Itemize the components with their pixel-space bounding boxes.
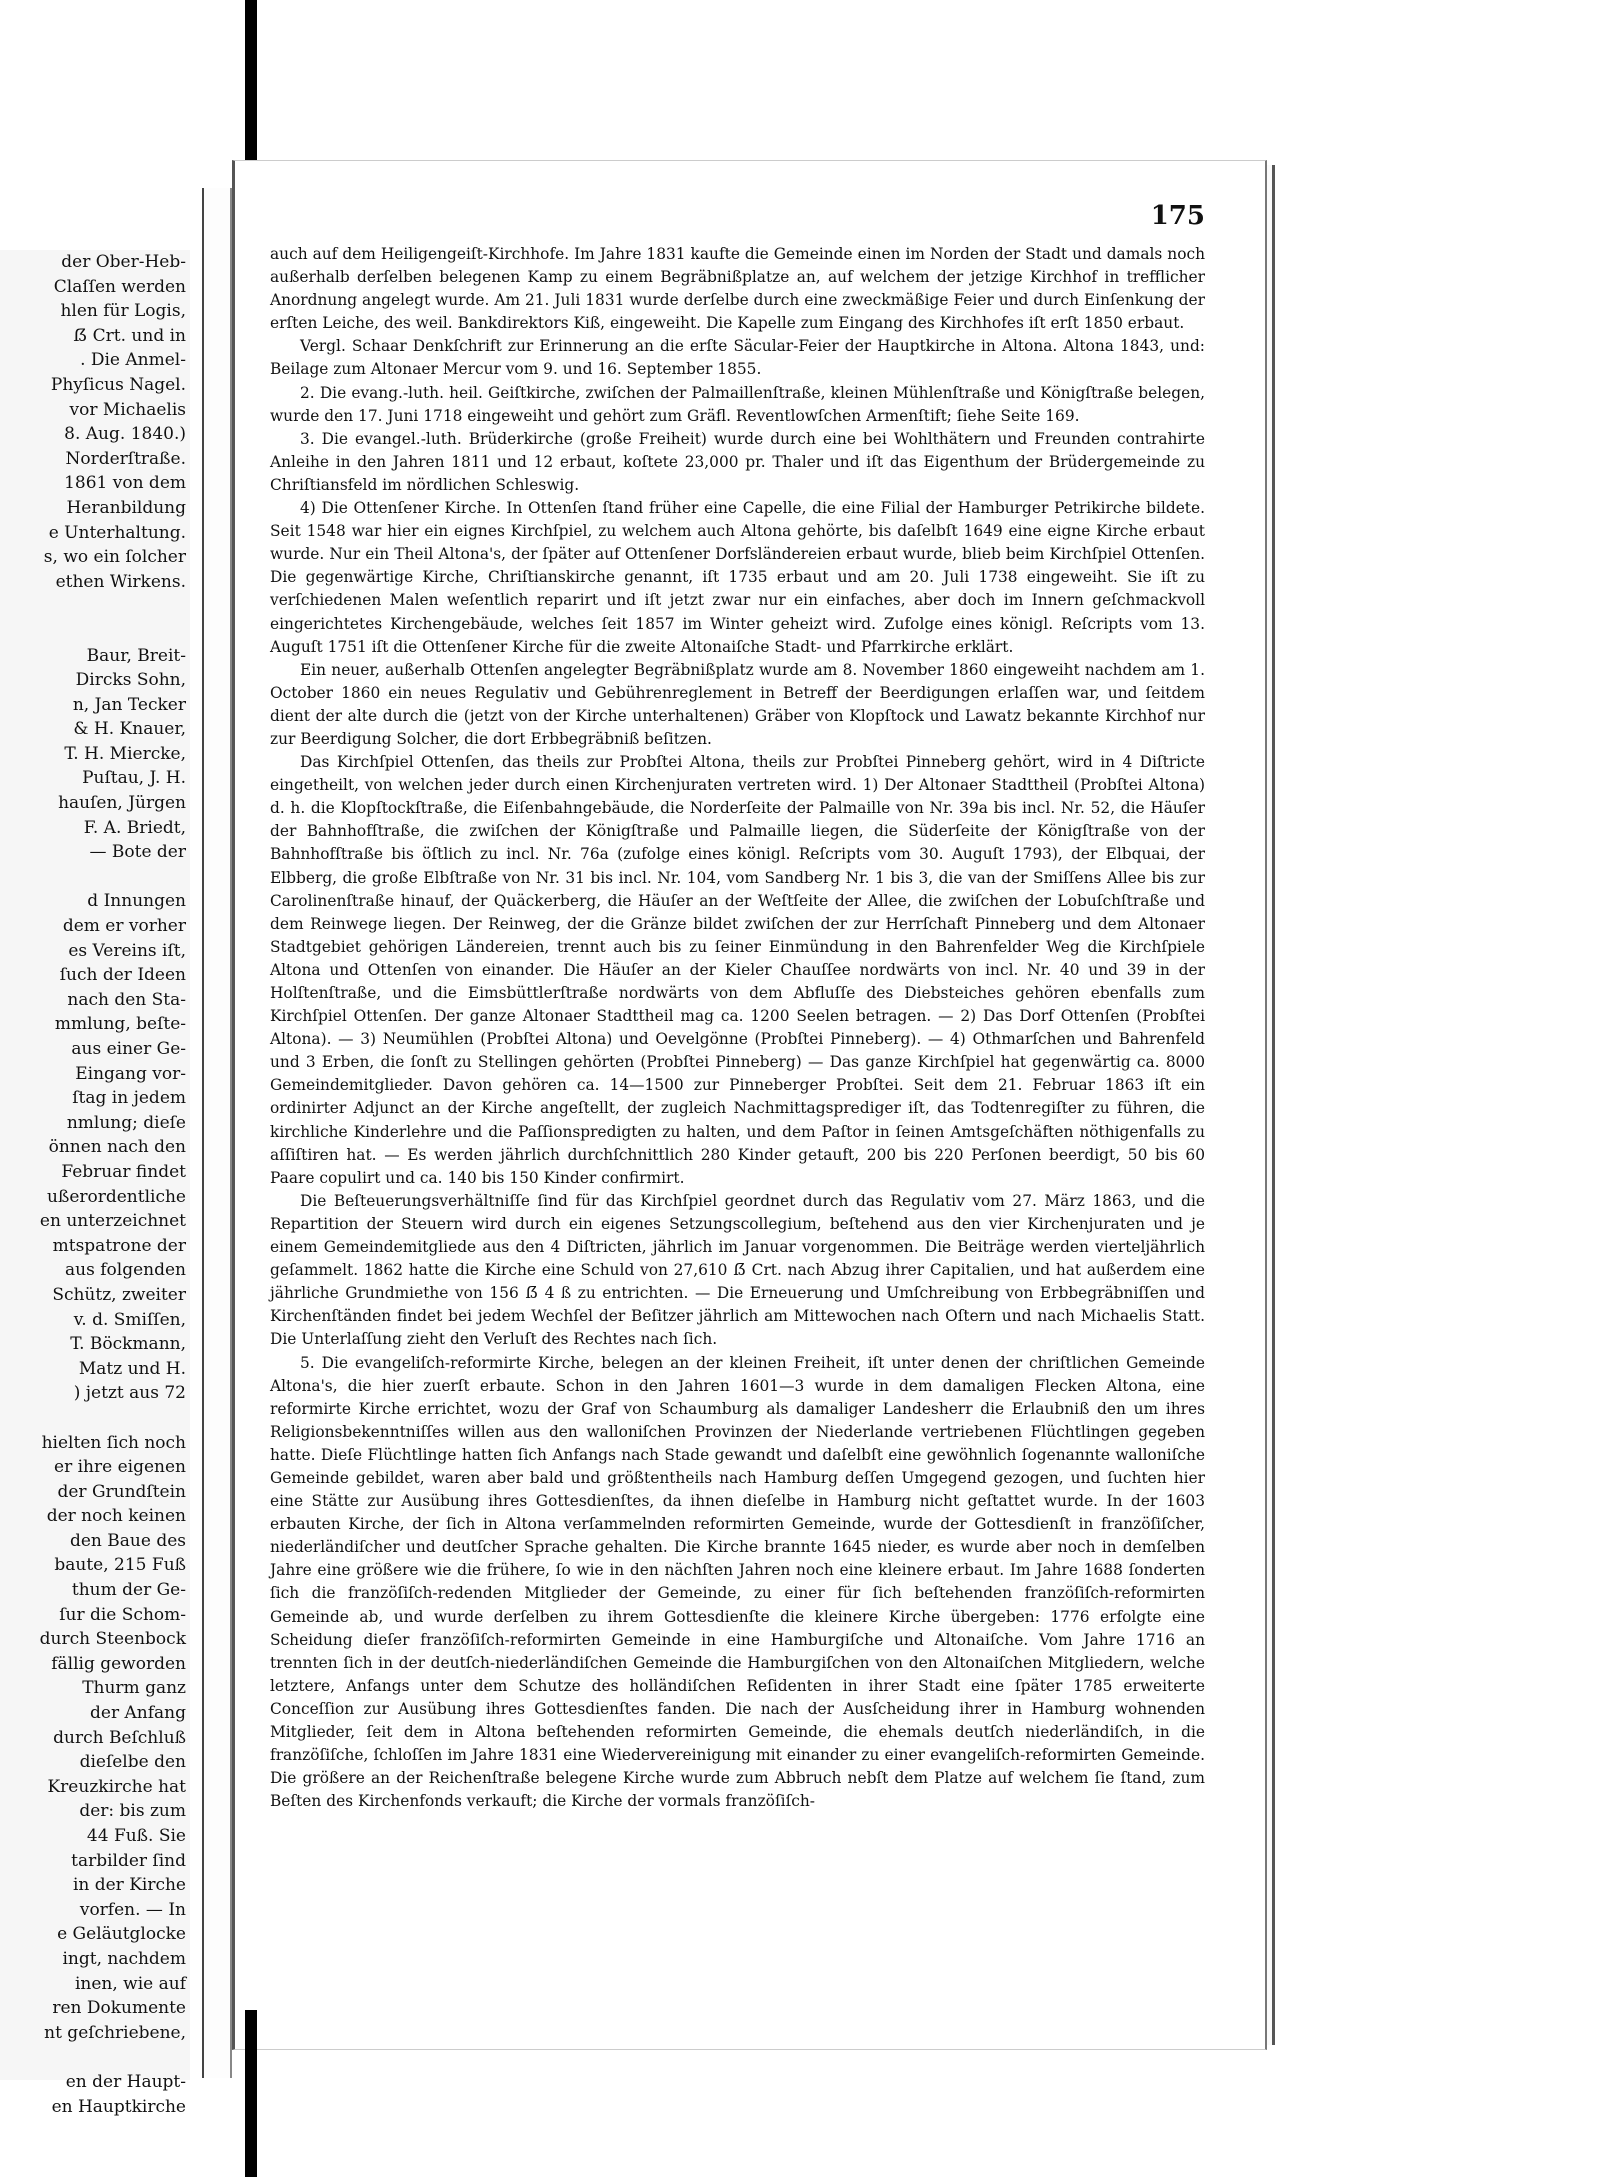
left-page-line: d Innungen: [87, 891, 186, 912]
left-page-line: vor Michaelis: [69, 399, 186, 420]
left-page-line: . Die Anmel-: [80, 350, 186, 371]
left-page-line: hlen für Logis,: [60, 301, 186, 322]
left-page-line: Dircks Sohn,: [75, 670, 186, 691]
left-page-line: ren Dokumente: [52, 1998, 186, 2019]
left-page-line: durch Beſchluß: [53, 1727, 186, 1748]
left-page-line: den Baue des: [69, 1530, 186, 1551]
left-page-line: fällig geworden: [51, 1653, 186, 1674]
left-page-line: Claſſen werden: [53, 276, 186, 297]
left-page-line: 1861 von dem: [64, 473, 186, 494]
left-page-line: ) jetzt aus 72: [73, 1383, 186, 1404]
left-page-line: ußerordentliche: [47, 1186, 186, 1207]
left-page-line: T. Böckmann,: [70, 1334, 186, 1355]
left-page-line: [6, 1406, 186, 1431]
left-page-edge: [202, 188, 232, 2078]
left-page-line: F. A. Briedt,: [83, 817, 186, 838]
left-page-line: der noch keinen: [46, 1506, 186, 1527]
binding-strip-top: [245, 0, 257, 180]
paragraph: Ein neuer, außerhalb Ottenſen angelegter Begräbnißplatz wurde am 8. November 1860 eingeweiht nachdem am 1. October 1860 ein neues Regulativ und Gebührenreglement in Betreff der Beerdigungen erlaſſen war, und ſeitdem dient der alte durch die (jetzt von der Kirche unterhaltenen) Gräber von Klopſtock und Lawatz bekannte Kirchhof nur zur Beerdigung Solcher, die dort Erbbegräbniß beſitzen.: [270, 660, 1205, 748]
left-page-line: dieſelbe den: [79, 1752, 186, 1773]
left-page-line: der: bis zum: [79, 1801, 186, 1822]
left-page-line: Baur, Breit-: [86, 645, 186, 666]
left-page-line: thum der Ge-: [71, 1580, 186, 1601]
left-page-line: en der Haupt-: [65, 2071, 186, 2092]
left-page-line: — Bote der: [89, 842, 186, 863]
left-page-line: 44 Fuß. Sie: [86, 1826, 186, 1846]
left-page-line: ſur die Schom-: [59, 1604, 186, 1625]
left-page-line: e Geläutglocke: [57, 1924, 186, 1945]
left-page-line: Eingang vor-: [75, 1063, 186, 1084]
left-page-line: nt geſchriebene,: [44, 2022, 186, 2043]
right-page: [232, 160, 1267, 2050]
left-page-line: Februar findet: [61, 1161, 186, 1182]
left-page-line: hauſen, Jürgen: [58, 793, 186, 814]
left-page-line: nach den Sta-: [67, 989, 186, 1010]
left-page-line: en unterzeichnet: [39, 1211, 186, 1232]
left-page-line: Matz und H.: [78, 1358, 186, 1379]
left-page-fragment: [0, 250, 190, 2117]
left-page-line: Puſtau, J. H.: [82, 768, 186, 789]
left-page-line: en Hauptkirche: [51, 2096, 186, 2117]
left-page-line: Norderſtraße.: [65, 448, 186, 469]
paragraph: 2. Die evang.-luth. heil. Geiſtkirche, zwiſchen der Palmaillenſtraße, kleinen Mühlenſtraße und Königſtraße belegen, wurde den 17. Juni 1718 eingeweiht und gehört zum Gräfl. Reventlowſchen Armenſtift; ſiehe Seite 169.: [270, 383, 1205, 425]
left-page-line: mmlung, beſte-: [54, 1014, 186, 1035]
left-page-line: ſtag in jedem: [72, 1088, 186, 1109]
left-page-line: [6, 2045, 186, 2070]
paragraph: Das Kirchſpiel Ottenſen, das theils zur Probſtei Altona, theils zur Probſtei Pinneberg gehört, wird in 4 Diſtricte eingetheilt, von welchen jeder durch einen Kirchenjuraten vertreten wird. 1) Der Altonaer Stadttheil (Probſtei Altona) d. h. die Klopſtockſtraße, die Eiſenbahngebäude, die Norderſeite der Palmaille von Nr. 39a bis incl. Nr. 52, die Häuſer der Bahnhofſtraße, die zwiſchen der Königſtraße und Palmaille liegen, die Süderſeite der Königſtraße von der Bahnhofſtraße bis öſtlich zu incl. Nr. 76a (zufolge eines königl. Reſcripts vom 30. Auguſt 1793), der Elbquai, der Elbberg, die große Elbſtraße von Nr. 31 bis incl. Nr. 104, vom Sandberg Nr. 1 bis 3, die van der Smiſſens Allee bis zur Carolinenſtraße hinauf, der Quäckerberg, die Häuſer an der Weſtſeite der Allee, die zwiſchen der Lobuſchſtraße und dem Reinwege liegen. Der Reinweg, der die Gränze bildet zwiſchen der zur Herrſchaft Pinneberg und dem Altonaer Stadtgebiet gehörigen Ländereien, trennt auch bis zu ſeiner Einmündung in den Bahrenfelder Weg die Kirchſpiele Altona und Ottenſen von einander. Die Häuſer an der Kieler Chauſſee nordwärts von incl. Nr. 40 und 39 in der Holſtenſtraße, und die Eimsbüttlerſtraße nordwärts von dem Abfluſſe des Diebsteiches gehören ebenfalls zum Kirchſpiel Ottenſen. Der ganze Altonaer Stadttheil mag ca. 1200 Seelen betragen. — 2) Das Dorf Ottenſen (Probſtei Altona). — 3) Neumühlen (Probſtei Altona) und Oevelgönne (Probſtei Pinneberg). — 4) Othmarſchen und Bahrenfeld und 3 Erben, die ſonſt zu Stellingen gehörten (Probſtei Pinneberg) — Das ganze Kirchſpiel hat gegenwärtig ca. 8000 Gemeindemitglieder. Davon gehören ca. 14—1500 zur Pinneberger Probſtei. Seit dem 21. Februar 1863 iſt ein ordinirter Adjunct an der Kirche angeſtellt, der zugleich Nachmittagsprediger iſt, das Todtenregiſter zu führen, die kirchliche Kinderlehre und die Paſſionspredigten zu halten, und dem Paſtor in ſeinen Amtsgeſchäften nöthigenfalls zu aſſiſtiren hat. — Es werden jährlich durchſchnittlich 280 Kinder getauft, 200 bis 220 Perſonen beerdigt, 50 bis 60 Paare copulirt und ca. 140 bis 150 Kinder confirmirt.: [270, 753, 1205, 1187]
left-page-line: ingt, nachdem: [62, 1948, 186, 1969]
left-page-line: nmlung; dieſe: [66, 1112, 186, 1133]
left-page-line: er ihre eigenen: [54, 1457, 186, 1478]
paragraph: 5. Die evangeliſch-reformirte Kirche, belegen an der kleinen Freiheit, iſt unter denen der chriſtlichen Gemeinde Altona's, die hier zuerſt erbaute. Schon in den Jahren 1601—3 wurde in dem damaligen Flecken Altona, eine reformirte Kirche errichtet, wozu der Graf von Schaumburg als damaliger Landesherr die Erlaubniß den um ihres Religionsbekenntniſſes willen aus den walloniſchen Provinzen der Niederlande vertriebenen Flüchtlingen gegeben hatte. Dieſe Flüchtlinge hatten ſich Anfangs nach Stade gewandt und daſelbſt eine gewöhnlich ſogenannte walloniſche Gemeinde gebildet, waren aber bald und größtentheils nach Hamburg deſſen Umgegend gezogen, und ſuchten hier eine Stätte zur Ausübung ihres Gottesdienſtes, da ihnen dieſelbe in Hamburg nicht geſtattet wurde. In der 1603 erbauten Kirche, der ſich in Altona verſammelnden reformirten Gemeinde, wurde der Gottesdienſt in franzöſiſcher, niederländiſcher und deutſcher Sprache gehalten. Die Kirche brannte 1645 nieder, es wurde aber noch in demſelben Jahre eine größere wie die frühere, ſo wie in den nächſten Jahren noch eine kleinere erbaut. Im Jahre 1688 ſonderten ſich die franzöſiſch-redenden Mitglieder der Gemeinde, zu einer für ſich beſtehenden franzöſiſch-reformirten Gemeinde ab, und wurde derſelben zu ihrem Gottesdienſte die kleinere Kirche übergeben: 1776 erfolgte eine Scheidung dieſer franzöſiſch-reformirten Gemeinde in eine Hamburgiſche und Altonaiſche. Vom Jahre 1716 an trennten ſich in der deutſch-niederländiſchen Gemeinde die Hamburgiſchen von den Altonaiſchen Mitgliedern, welche letztere, Anfangs unter dem Schutze des holländiſchen Reſidenten in ihrer Stadt eine ſpäter 1785 erweiterte Conceſſion zur Ausübung ihres Gottesdienſtes fanden. Die nach der Ausſcheidung ihrer in Hamburg wohnenden Mitglieder, ſeit dem in Altona beſtehenden reformirten Gemeinde, die ehemals deutſch niederländiſch, in die franzöſiſche, ſchloſſen im Jahre 1831 eine Wiedervereinigung mit einander zu einer evangeliſch-reformirten Gemeinde. Die größere an der Reichenſtraße belegene Kirche wurde zum Abbruch nebſt dem Platze auf welchem ſie ſtand, zum Beſten des Kirchenfonds verkauft; die Kirche der vormals franzöſiſch-: [270, 1353, 1205, 1811]
left-page-line: 8. Aug. 1840.): [64, 424, 186, 445]
left-page-line: in der Kirche: [72, 1875, 186, 1896]
left-page-line: ẞ Crt. und in: [73, 325, 186, 346]
page-number: 175: [1150, 201, 1205, 231]
left-page-line: es Vereins iſt,: [68, 940, 186, 961]
left-page-line: durch Steenbock: [39, 1629, 186, 1650]
left-page-line: der Grundſtein: [57, 1481, 186, 1502]
left-page-line: [6, 865, 186, 890]
left-page-line: Phyſicus Nagel.: [50, 374, 186, 395]
left-page-line: hielten ſich noch: [41, 1432, 186, 1453]
left-page-line: Schütz, zweiter: [52, 1284, 186, 1305]
left-page-line: ethen Wirkens.: [55, 571, 186, 592]
left-page-line: vorfen. — In: [79, 1899, 186, 1920]
left-page-line: & H. Knauer,: [73, 719, 186, 740]
left-page-line: s, wo ein ſolcher: [43, 547, 186, 568]
left-page-line: Heranbildung: [66, 497, 186, 518]
left-page-line: baute, 215 Fuß: [54, 1555, 186, 1576]
paragraph: 3. Die evangel.-luth. Brüderkirche (große Freiheit) wurde durch eine bei Wohlthätern und Freunden contrahirte Anleihe in den Jahren 1811 und 12 erbaut, koſtete 23,000 pr. Thaler und iſt das Eigenthum der Brüdergemeinde zu Chriſtiansfeld im nördlichen Schleswig.: [270, 429, 1205, 494]
left-page-line: aus folgenden: [65, 1260, 186, 1281]
binding-strip-bottom: [245, 2010, 257, 2177]
left-page-line: dem er vorher: [62, 916, 186, 937]
left-page-line: önnen nach den: [48, 1137, 186, 1158]
paragraph: 4) Die Ottenſener Kirche. In Ottenſen ſtand früher eine Capelle, die eine Filial der Hamburger Petrikirche bildete. Seit 1548 war hier ein eignes Kirchſpiel, zu welchem auch Altona gehörte, bis daſelbſt 1649 eine eigne Kirche erbaut wurde. Nur ein Theil Altona's, der ſpäter auf Ottenſener Dorfsländereien erbaut wurde, blieb beim Kirchſpiel Ottenſen. Die gegenwärtige Kirche, Chriſtianskirche genannt, iſt 1735 erbaut und am 20. Juli 1738 eingeweiht. Sie iſt zu verſchiedenen Malen weſentlich reparirt und iſt jetzt zwar nur ein einfaches, aber doch im Innern geſchmackvoll eingerichtetes Kirchengebäude, welches ſeit 1857 im Winter geheizt wird. Zufolge eines königl. Reſcripts vom 13. Auguſt 1751 iſt die Ottenſener Kirche für die zweite Altonaiſche Stadt- und Pfarrkirche erklärt.: [270, 499, 1205, 656]
left-page-line: der Ober-Heb-: [61, 252, 186, 272]
left-page-line: aus einer Ge-: [71, 1039, 186, 1059]
left-page-line: der Anfang: [90, 1703, 186, 1724]
left-page-line: mtspatrone der: [52, 1235, 186, 1256]
paragraph: Die Beſteuerungsverhältniſſe ſind für das Kirchſpiel geordnet durch das Regulativ vom 27. März 1863, und die Repartition der Steuern wird durch ein eigenes Setzungscollegium, beſtehend aus den vier Kirchenjuraten und je einem Gemeindemitgliede aus den 4 Diſtricten, jährlich im Januar vorgenommen. Die Beiträge werden vierteljährlich geſammelt. 1862 hatte die Kirche eine Schuld von 27,610 ẞ Crt. nach Abzug ihrer Capitalien, und hat außerdem eine jährliche Grundmiethe von 156 ẞ 4 ß zu entrichten. — Die Erneuerung und Umſchreibung von Erbbegräbniſſen und Kirchenſtänden findet bei jedem Wechſel der Beſitzer jährlich am Mittewochen nach Oſtern und nach Michaelis Statt. Die Unterlaſſung zieht den Verluſt des Rechtes nach ſich.: [270, 1191, 1205, 1349]
left-page-line: T. H. Miercke,: [64, 743, 186, 764]
left-page-line: [6, 619, 186, 644]
left-page-line: [6, 594, 186, 619]
left-page-text: [6, 250, 186, 2119]
left-page-line: inen, wie auf: [74, 1973, 186, 1994]
left-page-line: Thurm ganz: [82, 1678, 186, 1699]
left-page-line: n, Jan Tecker: [72, 694, 186, 715]
left-page-line: ſuch der Ideen: [59, 965, 186, 986]
left-page-line: Kreuzkirche hat: [47, 1776, 186, 1797]
left-page-line: tarbilder ſind: [71, 1850, 186, 1871]
page-body: [270, 243, 1205, 1813]
left-page-line: e Unterhaltung.: [48, 522, 186, 543]
paragraph: Vergl. Schaar Denkſchrift zur Erinnerung an die erſte Säcular-Feier der Hauptkirche in Altona. Altona 1843, und: Beilage zum Altonaer Mercur vom 9. und 16. September 1855.: [270, 337, 1205, 379]
paragraph: auch auf dem Heiligengeiſt-Kirchhofe. Im Jahre 1831 kaufte die Gemeinde einen im Norden der Stadt und damals noch außerhalb derſelben belegenen Kamp zu einem Begräbnißplatze an, auf welchem der jetzige Kirchhof in trefflicher Anordnung angelegt wurde. Am 21. Juli 1831 wurde derſelbe durch eine zweckmäßige Feier und durch Einſenkung der erſten Leiche, des weil. Bankdirektors Kiß, eingeweiht. Die Kapelle zum Eingang des Kirchhofes iſt erſt 1850 erbaut.: [270, 245, 1205, 333]
left-page-line: v. d. Smiſſen,: [73, 1309, 186, 1330]
